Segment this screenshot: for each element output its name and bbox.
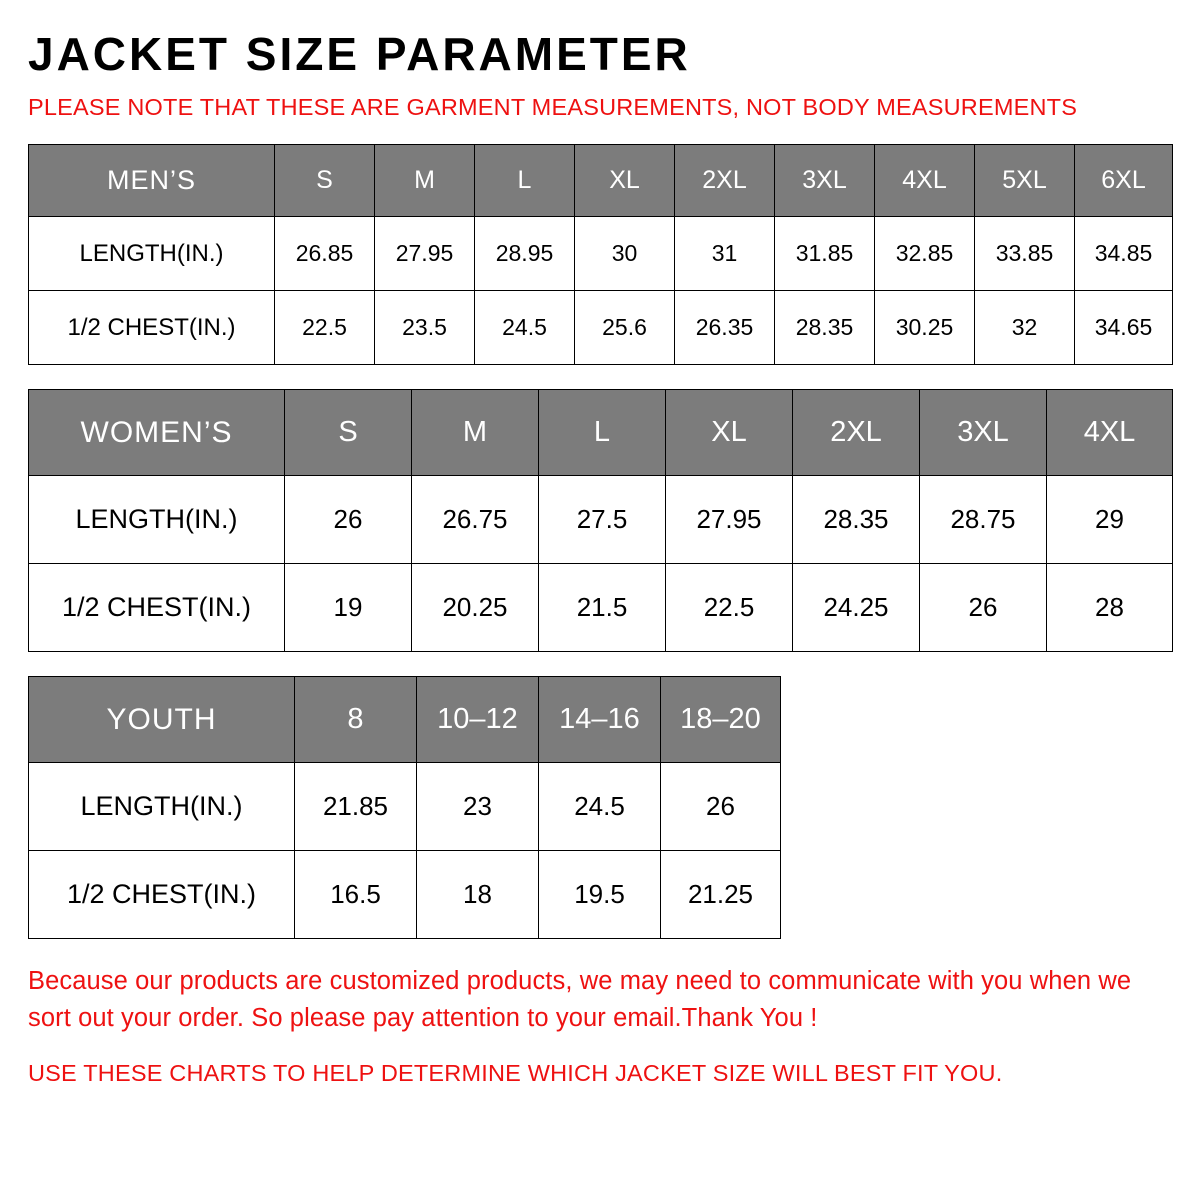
womens-length-m: 26.75 bbox=[412, 476, 539, 564]
mens-length-6xl: 34.85 bbox=[1075, 217, 1173, 291]
mens-header-label: MEN’S bbox=[29, 145, 275, 217]
womens-size-3xl: 3XL bbox=[920, 390, 1047, 476]
womens-length-2xl: 28.35 bbox=[793, 476, 920, 564]
youth-chest-14-16: 19.5 bbox=[539, 851, 661, 939]
youth-length-label: LENGTH(IN.) bbox=[29, 763, 295, 851]
mens-chest-s: 22.5 bbox=[275, 291, 375, 365]
womens-length-3xl: 28.75 bbox=[920, 476, 1047, 564]
customization-note: Because our products are customized products, we may need to communicate with you when we sort out your order. So please pay attention to your email.Thank You ! bbox=[28, 967, 1132, 1032]
womens-chest-xl: 22.5 bbox=[666, 564, 793, 652]
womens-size-l: L bbox=[539, 390, 666, 476]
youth-length-18-20: 26 bbox=[661, 763, 781, 851]
womens-length-xl: 27.95 bbox=[666, 476, 793, 564]
womens-length-label: LENGTH(IN.) bbox=[29, 476, 285, 564]
womens-chest-s: 19 bbox=[285, 564, 412, 652]
mens-length-s: 26.85 bbox=[275, 217, 375, 291]
womens-size-m: M bbox=[412, 390, 539, 476]
garment-measurement-note: PLEASE NOTE THAT THESE ARE GARMENT MEASUREMENTS, NOT BODY MEASUREMENTS bbox=[28, 94, 1078, 121]
youth-length-10-12: 23 bbox=[417, 763, 539, 851]
mens-chest-5xl: 32 bbox=[975, 291, 1075, 365]
mens-size-s: S bbox=[275, 145, 375, 217]
mens-chest-xl: 25.6 bbox=[575, 291, 675, 365]
mens-length-4xl: 32.85 bbox=[875, 217, 975, 291]
youth-size-table bbox=[28, 676, 781, 939]
table-row bbox=[29, 291, 1173, 365]
table-row bbox=[29, 145, 1173, 217]
page-title: JACKET SIZE PARAMETER bbox=[28, 28, 691, 80]
mens-length-xl: 30 bbox=[575, 217, 675, 291]
youth-size-8: 8 bbox=[295, 677, 417, 763]
womens-chest-label: 1/2 CHEST(IN.) bbox=[29, 564, 285, 652]
womens-size-s: S bbox=[285, 390, 412, 476]
womens-size-2xl: 2XL bbox=[793, 390, 920, 476]
mens-size-m: M bbox=[375, 145, 475, 217]
mens-size-5xl: 5XL bbox=[975, 145, 1075, 217]
womens-chest-4xl: 28 bbox=[1047, 564, 1173, 652]
youth-chest-10-12: 18 bbox=[417, 851, 539, 939]
womens-chest-2xl: 24.25 bbox=[793, 564, 920, 652]
mens-size-l: L bbox=[475, 145, 575, 217]
womens-header-label: WOMEN’S bbox=[29, 390, 285, 476]
womens-length-l: 27.5 bbox=[539, 476, 666, 564]
mens-length-m: 27.95 bbox=[375, 217, 475, 291]
womens-size-xl: XL bbox=[666, 390, 793, 476]
chart-usage-note: USE THESE CHARTS TO HELP DETERMINE WHICH JACKET SIZE WILL BEST FIT YOU. bbox=[28, 1059, 1003, 1086]
mens-length-3xl: 31.85 bbox=[775, 217, 875, 291]
youth-length-14-16: 24.5 bbox=[539, 763, 661, 851]
mens-size-4xl: 4XL bbox=[875, 145, 975, 217]
mens-size-2xl: 2XL bbox=[675, 145, 775, 217]
mens-length-5xl: 33.85 bbox=[975, 217, 1075, 291]
mens-chest-6xl: 34.65 bbox=[1075, 291, 1173, 365]
youth-size-18-20: 18–20 bbox=[661, 677, 781, 763]
womens-chest-m: 20.25 bbox=[412, 564, 539, 652]
womens-chest-3xl: 26 bbox=[920, 564, 1047, 652]
mens-size-xl: XL bbox=[575, 145, 675, 217]
youth-length-8: 21.85 bbox=[295, 763, 417, 851]
table-row bbox=[29, 217, 1173, 291]
womens-chest-l: 21.5 bbox=[539, 564, 666, 652]
mens-length-label: LENGTH(IN.) bbox=[29, 217, 275, 291]
mens-chest-4xl: 30.25 bbox=[875, 291, 975, 365]
mens-chest-l: 24.5 bbox=[475, 291, 575, 365]
table-row bbox=[29, 677, 781, 763]
mens-chest-m: 23.5 bbox=[375, 291, 475, 365]
youth-chest-8: 16.5 bbox=[295, 851, 417, 939]
table-row bbox=[29, 564, 1173, 652]
womens-size-4xl: 4XL bbox=[1047, 390, 1173, 476]
mens-chest-label: 1/2 CHEST(IN.) bbox=[29, 291, 275, 365]
table-row bbox=[29, 390, 1173, 476]
mens-chest-2xl: 26.35 bbox=[675, 291, 775, 365]
womens-length-4xl: 29 bbox=[1047, 476, 1173, 564]
youth-size-14-16: 14–16 bbox=[539, 677, 661, 763]
table-row bbox=[29, 763, 781, 851]
table-row bbox=[29, 476, 1173, 564]
mens-size-table bbox=[28, 144, 1173, 365]
mens-size-3xl: 3XL bbox=[775, 145, 875, 217]
mens-length-2xl: 31 bbox=[675, 217, 775, 291]
womens-length-s: 26 bbox=[285, 476, 412, 564]
table-row bbox=[29, 851, 781, 939]
youth-chest-label: 1/2 CHEST(IN.) bbox=[29, 851, 295, 939]
youth-chest-18-20: 21.25 bbox=[661, 851, 781, 939]
mens-size-6xl: 6XL bbox=[1075, 145, 1173, 217]
youth-header-label: YOUTH bbox=[29, 677, 295, 763]
youth-size-10-12: 10–12 bbox=[417, 677, 539, 763]
mens-length-l: 28.95 bbox=[475, 217, 575, 291]
mens-chest-3xl: 28.35 bbox=[775, 291, 875, 365]
womens-size-table bbox=[28, 389, 1173, 652]
